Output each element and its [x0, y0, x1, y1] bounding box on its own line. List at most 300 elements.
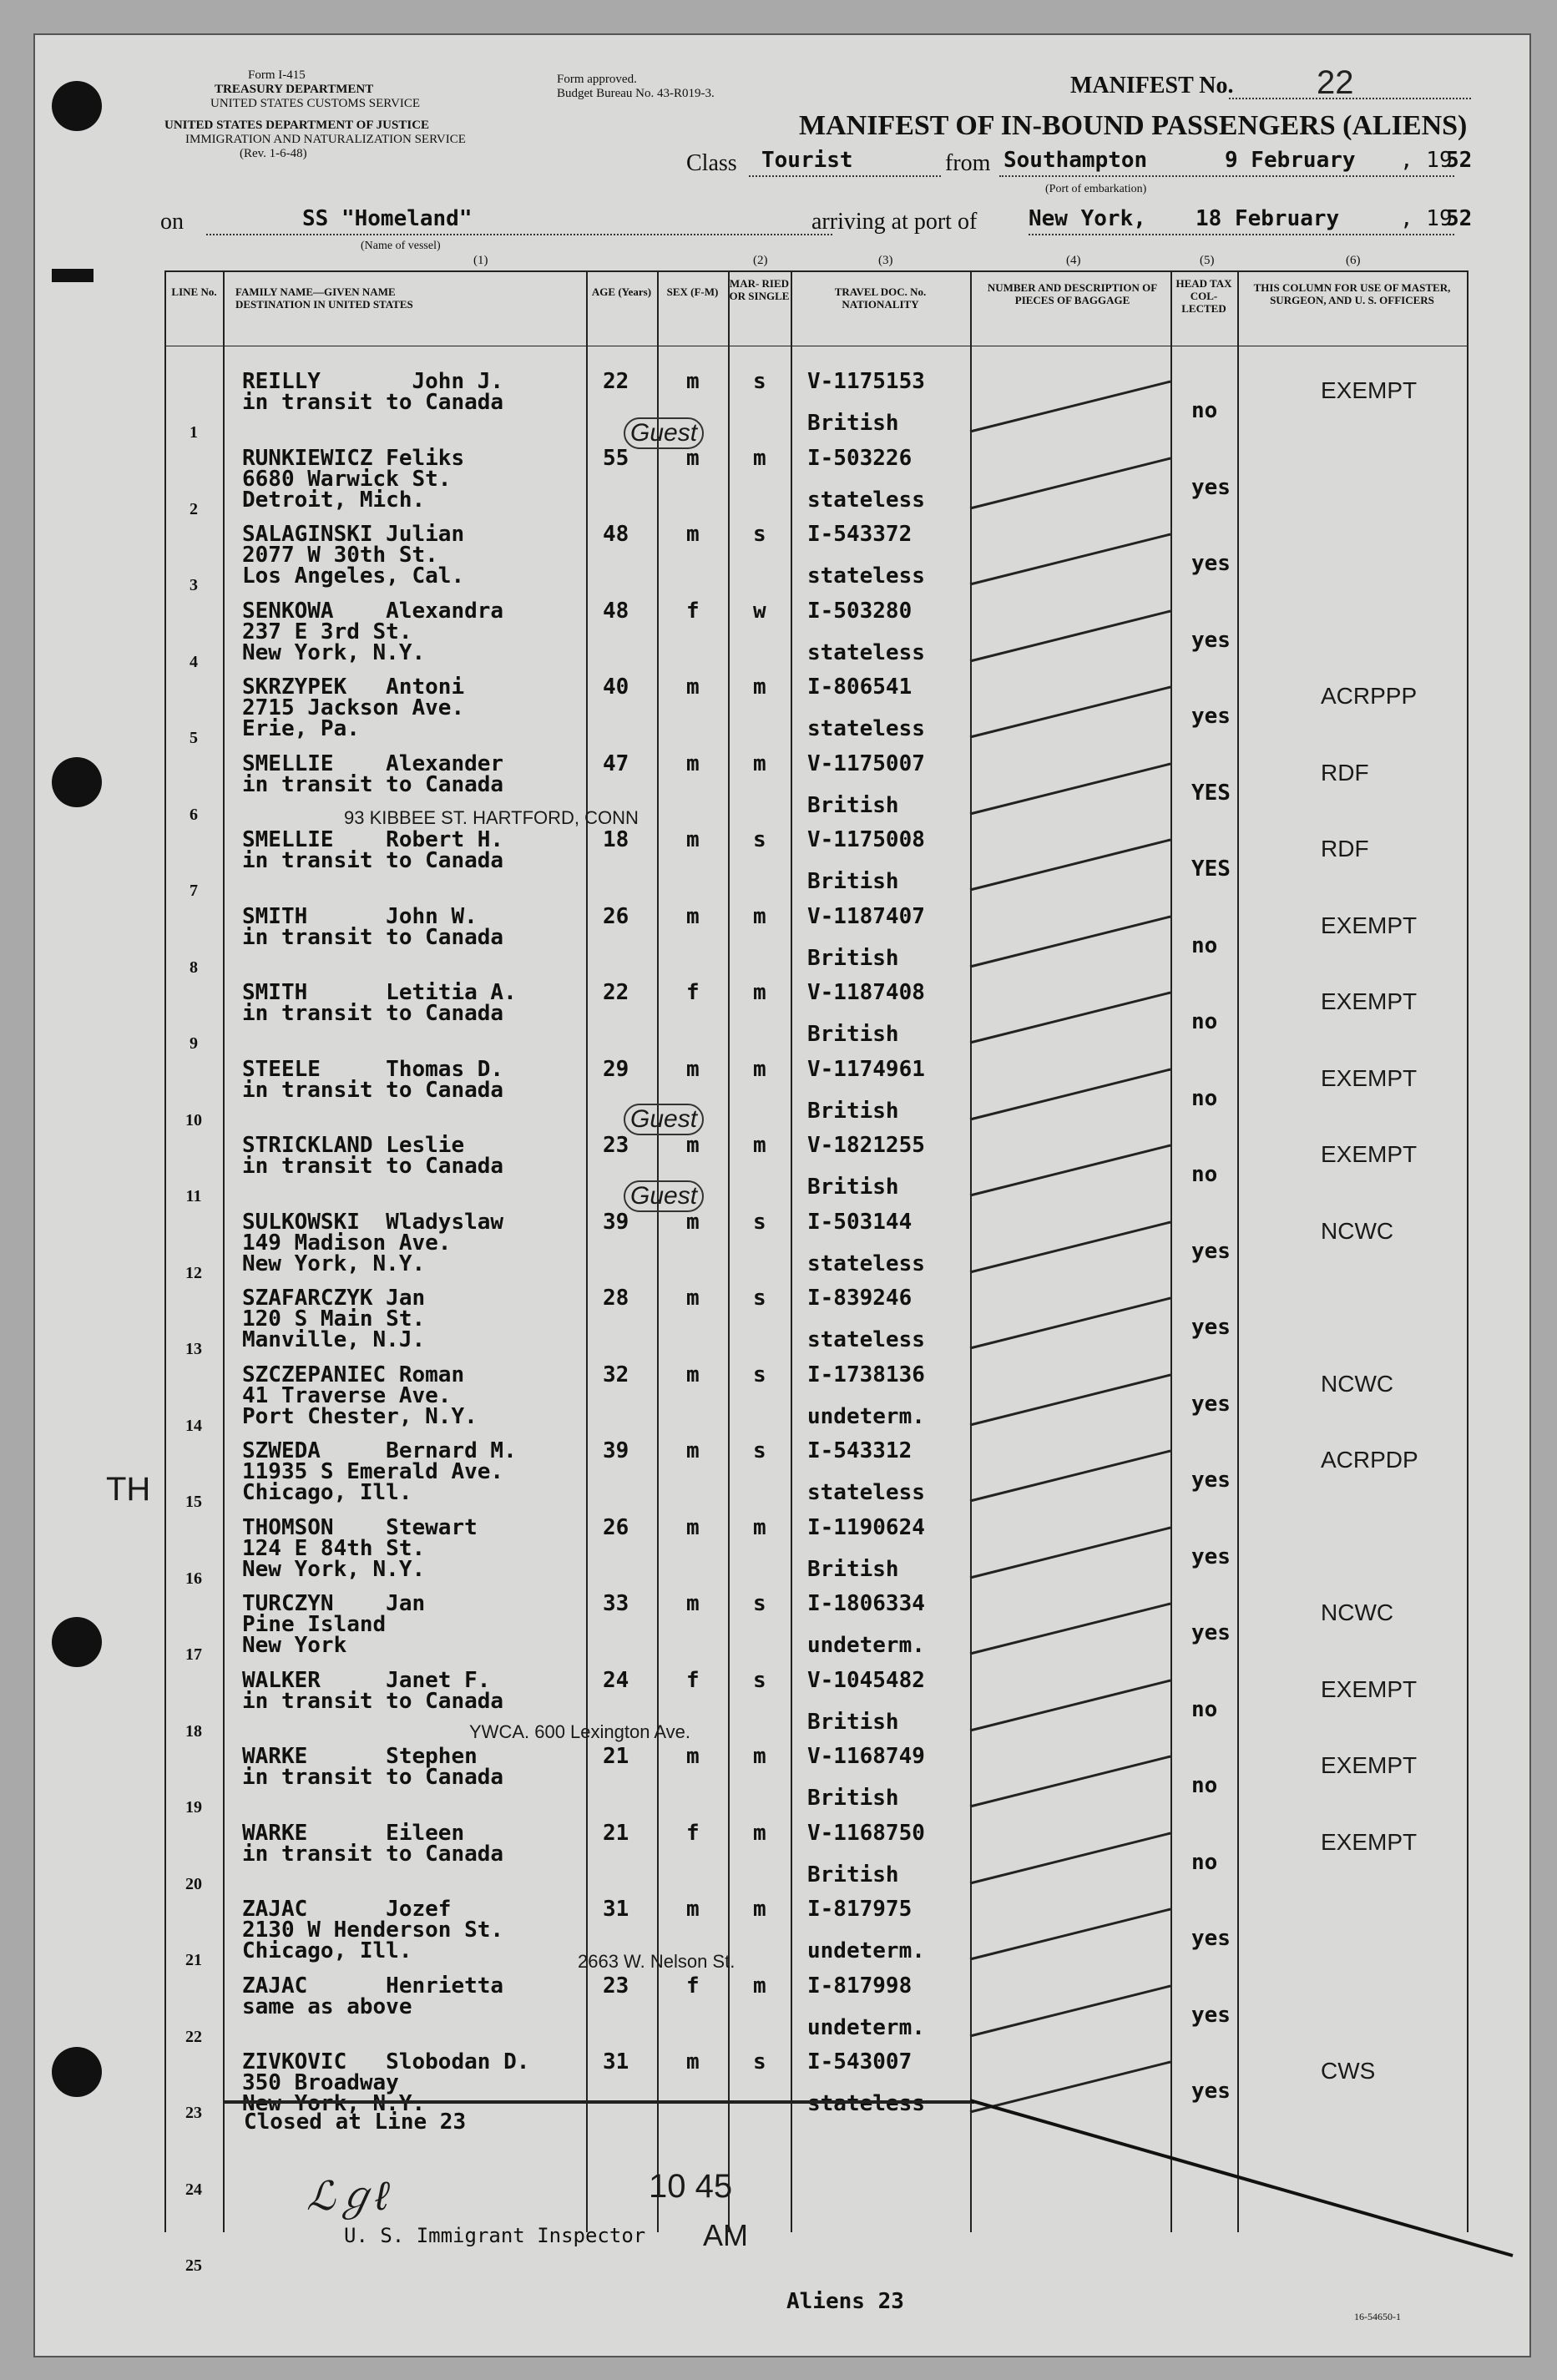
binder-hole-icon	[52, 2047, 102, 2097]
checkmark-stroke-icon	[962, 1137, 1179, 1204]
passenger-name: SKRZYPEK Antoni	[242, 675, 465, 700]
passenger-sex: m	[686, 445, 700, 471]
checkmark-stroke-icon	[962, 603, 1179, 670]
passenger-sex: m	[686, 2049, 700, 2074]
checkmark-stroke-icon	[962, 373, 1179, 440]
passenger-age: 48	[603, 522, 629, 547]
travel-doc-number: V-1187407	[807, 903, 925, 929]
officer-note: RDF	[1321, 759, 1369, 786]
checkmark-stroke-icon	[962, 679, 1179, 745]
signature-ampm: AM	[703, 2218, 748, 2252]
passenger-age: 26	[603, 903, 629, 929]
passenger-name: WARKE Stephen	[242, 1744, 478, 1769]
passenger-age: 48	[603, 598, 629, 624]
passenger-sex: f	[686, 980, 700, 1005]
handwritten-address-row18: YWCA. 600 Lexington Ave.	[469, 1721, 690, 1742]
from-underline	[999, 175, 1454, 177]
passenger-destination: 41 Traverse Ave.	[242, 1382, 452, 1408]
aliens-count: Aliens 23	[786, 2289, 904, 2314]
form-rev: (Rev. 1-6-48)	[240, 147, 307, 160]
passenger-name: SZCZEPANIEC Roman	[242, 1362, 465, 1387]
cancel-line-icon	[970, 2097, 1521, 2264]
head-tax: yes	[1191, 1926, 1231, 1951]
passenger-name: SALAGINSKI Julian	[242, 522, 465, 547]
passenger-name: WARKE Eileen	[242, 1820, 465, 1846]
from-label: from	[945, 150, 991, 176]
line-number: 2	[190, 499, 198, 518]
inspector-signature: ℒℊℓ	[306, 2175, 389, 2219]
nationality: stateless	[807, 2091, 925, 2116]
table-right	[1467, 270, 1469, 2232]
line-number: 14	[185, 1416, 202, 1435]
officer-note: ACRPDP	[1321, 1447, 1418, 1473]
head-tax: no	[1191, 1162, 1218, 1187]
passenger-destination: in transit to Canada	[242, 1765, 504, 1790]
head-tax: no	[1191, 1696, 1218, 1722]
col-header-age: AGE (Years)	[591, 285, 652, 298]
margin-initials: TH	[106, 1471, 151, 1508]
line-number: 7	[190, 882, 198, 900]
travel-doc-number: I-543372	[807, 522, 912, 547]
line-number: 25	[185, 2256, 202, 2275]
passenger-sex: m	[686, 1744, 700, 1769]
col-header-travel: TRAVEL DOC. No. NATIONALITY	[834, 285, 927, 311]
officer-note: RDF	[1321, 836, 1369, 862]
officer-note: ACRPPP	[1321, 683, 1418, 709]
passenger-age: 31	[603, 2049, 629, 2074]
passenger-destination-2: New York, N.Y.	[242, 2091, 426, 2116]
passenger-age: 32	[603, 1362, 629, 1387]
col-num-3: (3)	[878, 254, 893, 267]
passenger-name: SZWEDA Bernard M.	[242, 1438, 517, 1463]
col-header-sex: SEX (F-M)	[666, 285, 719, 298]
travel-doc-number: V-1175008	[807, 827, 925, 852]
passenger-marital: s	[753, 1667, 766, 1693]
head-tax: no	[1191, 932, 1218, 958]
line-number: 19	[185, 1798, 202, 1817]
passenger-name: SMELLIE Alexander	[242, 750, 504, 776]
passenger-destination: 350 Broadway	[242, 2070, 399, 2095]
vessel-underline	[206, 234, 832, 235]
passenger-marital: m	[753, 750, 766, 776]
passenger-marital: s	[753, 2049, 766, 2074]
passenger-sex: m	[686, 369, 700, 394]
line-number: 4	[190, 652, 198, 671]
passenger-name: SULKOWSKI Wladyslaw	[242, 1209, 504, 1235]
checkmark-stroke-icon	[962, 1595, 1179, 1662]
passenger-sex: f	[686, 598, 700, 624]
manifest-title: MANIFEST OF IN-BOUND PASSENGERS (ALIENS)	[799, 110, 1468, 141]
manifest-page	[33, 33, 1531, 2357]
nationality: British	[807, 1175, 899, 1200]
nationality: British	[807, 945, 899, 971]
col-divider-name	[586, 270, 588, 2232]
head-tax: yes	[1191, 2002, 1231, 2028]
officer-note: EXEMPT	[1321, 912, 1418, 938]
binder-mark-icon	[52, 269, 94, 282]
binder-hole-icon	[52, 1617, 102, 1667]
officer-note: EXEMPT	[1321, 988, 1418, 1014]
form-approved: Form approved.	[557, 73, 637, 86]
travel-doc-number: V-1045482	[807, 1667, 925, 1693]
budget-bureau: Budget Bureau No. 43-R019-3.	[557, 87, 715, 100]
head-tax: no	[1191, 1009, 1218, 1034]
travel-doc-number: V-1821255	[807, 1133, 925, 1158]
passenger-age: 23	[603, 1973, 629, 1998]
table-left	[164, 270, 166, 2232]
col-divider-line	[223, 270, 225, 2232]
travel-doc-number: I-543312	[807, 1438, 912, 1463]
travel-doc-number: I-817998	[807, 1973, 912, 1998]
checkmark-stroke-icon	[962, 1061, 1179, 1128]
travel-doc-number: I-503280	[807, 598, 912, 624]
checkmark-stroke-icon	[962, 526, 1179, 593]
col-divider-sex	[728, 270, 730, 2232]
dept-treasury: TREASURY DEPARTMENT	[215, 83, 374, 96]
passenger-name: STEELE Thomas D.	[242, 1056, 504, 1082]
checkmark-stroke-icon	[962, 1672, 1179, 1739]
passenger-marital: m	[753, 675, 766, 700]
passenger-name: WALKER Janet F.	[242, 1667, 491, 1693]
officer-note: NCWC	[1321, 1370, 1394, 1397]
passenger-name: SMELLIE Robert H.	[242, 827, 504, 852]
checkmark-stroke-icon	[962, 1519, 1179, 1586]
checkmark-stroke-icon	[962, 831, 1179, 898]
passenger-sex: m	[686, 903, 700, 929]
passenger-sex: m	[686, 750, 700, 776]
passenger-destination: in transit to Canada	[242, 1077, 504, 1103]
departure-date: 9 February	[1225, 148, 1356, 173]
passenger-marital: m	[753, 1744, 766, 1769]
line-number: 15	[185, 1493, 202, 1511]
checkmark-stroke-icon	[962, 908, 1179, 975]
passenger-age: 22	[603, 980, 629, 1005]
passenger-destination: 2077 W 30th St.	[242, 543, 438, 568]
passenger-name: TURCZYN Jan	[242, 1591, 426, 1616]
passenger-marital: m	[753, 1056, 766, 1082]
nationality: stateless	[807, 563, 925, 589]
nationality: undeterm.	[807, 1403, 925, 1429]
line-number: 9	[190, 1034, 198, 1053]
manifest-no-label: MANIFEST No.	[1070, 73, 1234, 99]
officer-note: EXEMPT	[1321, 1141, 1418, 1167]
passenger-marital: m	[753, 1514, 766, 1540]
passenger-marital: m	[753, 980, 766, 1005]
head-tax: yes	[1191, 1468, 1231, 1493]
passenger-age: 24	[603, 1667, 629, 1693]
passenger-sex: m	[686, 1362, 700, 1387]
passenger-sex: f	[686, 1973, 700, 1998]
dept-ins: IMMIGRATION AND NATURALIZATION SERVICE	[185, 133, 466, 146]
line-number: 23	[185, 2104, 202, 2122]
passenger-destination-2: New York	[242, 1633, 347, 1658]
class-underline	[749, 175, 941, 177]
col-num-2: (2)	[753, 254, 768, 267]
travel-doc-number: I-503226	[807, 445, 912, 471]
passenger-destination: in transit to Canada	[242, 771, 504, 797]
class-value: Tourist	[761, 148, 853, 173]
arriving-label: arriving at port of	[811, 209, 978, 235]
passenger-sex: m	[686, 1438, 700, 1463]
passenger-age: 21	[603, 1820, 629, 1846]
nationality: stateless	[807, 716, 925, 741]
passenger-name: THOMSON Stewart	[242, 1514, 478, 1540]
head-tax: yes	[1191, 2079, 1231, 2104]
passenger-age: 40	[603, 675, 629, 700]
passenger-marital: s	[753, 1591, 766, 1616]
binder-hole-icon	[52, 81, 102, 131]
nationality: British	[807, 411, 899, 436]
passenger-age: 26	[603, 1514, 629, 1540]
passenger-destination-2: Chicago, Ill.	[242, 1480, 412, 1505]
nationality: British	[807, 792, 899, 818]
passenger-destination: 6680 Warwick St.	[242, 466, 452, 492]
col-divider-age	[657, 270, 659, 2232]
passenger-destination-2: Detroit, Mich.	[242, 487, 426, 513]
passenger-marital: s	[753, 369, 766, 394]
year-prefix-1: , 19	[1400, 148, 1453, 173]
passenger-destination-2: Port Chester, N.Y.	[242, 1403, 478, 1429]
col-divider-tax	[1237, 270, 1239, 2232]
passenger-sex: m	[686, 1514, 700, 1540]
line-number: 3	[190, 576, 198, 594]
closed-at-line: Closed at Line 23	[244, 2110, 467, 2135]
head-tax: yes	[1191, 1315, 1231, 1340]
col-header-married: MAR- RIED OR SINGLE	[729, 277, 790, 302]
travel-doc-number: V-1187408	[807, 980, 925, 1005]
nationality: stateless	[807, 487, 925, 513]
manifest-no-value: 22	[1317, 64, 1354, 101]
passenger-sex: m	[686, 522, 700, 547]
passenger-destination-2: Erie, Pa.	[242, 716, 360, 741]
passenger-destination: in transit to Canada	[242, 1841, 504, 1867]
line-number: 24	[185, 2180, 202, 2199]
head-tax: yes	[1191, 551, 1231, 576]
line-number: 8	[190, 958, 198, 977]
footer-code: 16-54650-1	[1354, 2311, 1401, 2322]
passenger-name: SMITH John W.	[242, 903, 478, 929]
passenger-marital: s	[753, 1362, 766, 1387]
nationality: stateless	[807, 639, 925, 665]
head-tax: no	[1191, 398, 1218, 423]
passenger-sex: m	[686, 1591, 700, 1616]
passenger-marital: m	[753, 1897, 766, 1922]
nationality: British	[807, 1022, 899, 1047]
nationality: British	[807, 1862, 899, 1887]
passenger-marital: s	[753, 1286, 766, 1311]
checkmark-stroke-icon	[962, 1214, 1179, 1281]
inspector-title: U. S. Immigrant Inspector	[344, 2224, 646, 2247]
passenger-destination-2: New York, N.Y.	[242, 1556, 426, 1582]
passenger-age: 55	[603, 445, 629, 471]
travel-doc-number: I-543007	[807, 2049, 912, 2074]
passenger-destination: in transit to Canada	[242, 390, 504, 415]
travel-doc-number: V-1174961	[807, 1056, 925, 1082]
officer-note: CWS	[1321, 2058, 1376, 2084]
travel-doc-number: V-1175153	[807, 369, 925, 394]
passenger-name: RUNKIEWICZ Feliks	[242, 445, 465, 471]
travel-doc-number: I-1806334	[807, 1591, 925, 1616]
head-tax: yes	[1191, 474, 1231, 500]
passenger-name: STRICKLAND Leslie	[242, 1133, 465, 1158]
nationality: British	[807, 869, 899, 894]
nationality: British	[807, 1709, 899, 1735]
line-number: 13	[185, 1340, 202, 1358]
table-top	[164, 270, 1467, 272]
officer-note: EXEMPT	[1321, 1828, 1418, 1855]
head-tax: yes	[1191, 1238, 1231, 1264]
form-number: Form I-415	[248, 68, 306, 82]
checkmark-stroke-icon	[962, 450, 1179, 517]
checkmark-stroke-icon	[962, 1367, 1179, 1433]
line-number: 10	[185, 1110, 202, 1129]
dept-justice: UNITED STATES DEPARTMENT OF JUSTICE	[164, 119, 430, 132]
travel-doc-number: I-817975	[807, 1897, 912, 1922]
nationality: British	[807, 1786, 899, 1811]
passenger-name: SZAFARCZYK Jan	[242, 1286, 426, 1311]
arrival-year: 52	[1446, 206, 1473, 231]
travel-doc-number: I-503144	[807, 1209, 912, 1235]
passenger-name: REILLY John J.	[242, 369, 504, 394]
arrival-underline	[1029, 234, 1454, 235]
checkmark-stroke-icon	[962, 1825, 1179, 1892]
checkmark-stroke-icon	[962, 1290, 1179, 1357]
arrival-port: New York,	[1029, 206, 1146, 231]
passenger-sex: m	[686, 1056, 700, 1082]
passenger-marital: w	[753, 598, 766, 624]
head-tax: yes	[1191, 1544, 1231, 1569]
nationality: stateless	[807, 1327, 925, 1352]
port-embark-label: (Port of embarkation)	[1045, 183, 1147, 195]
officer-note: EXEMPT	[1321, 1752, 1418, 1778]
passenger-sex: m	[686, 1897, 700, 1922]
travel-doc-number: V-1175007	[807, 750, 925, 776]
head-tax: no	[1191, 1773, 1218, 1798]
passenger-marital: s	[753, 827, 766, 852]
head-tax: no	[1191, 1085, 1218, 1111]
handwritten-address-row21: 2663 W. Nelson St.	[578, 1951, 736, 1972]
line-number: 11	[185, 1187, 202, 1205]
passenger-name: SENKOWA Alexandra	[242, 598, 504, 624]
departure-year: 52	[1446, 148, 1473, 173]
head-tax: YES	[1191, 856, 1231, 882]
checkmark-stroke-icon	[962, 755, 1179, 822]
line-number: 18	[185, 1721, 202, 1741]
checkmark-stroke-icon	[962, 1443, 1179, 1509]
head-tax: no	[1191, 1849, 1218, 1875]
on-label: on	[160, 209, 184, 235]
line-number: 22	[185, 2027, 202, 2046]
passenger-destination-2: Los Angeles, Cal.	[242, 563, 465, 589]
passenger-marital: s	[753, 1438, 766, 1463]
passenger-marital: m	[753, 1133, 766, 1158]
line-number: 12	[185, 1263, 202, 1282]
guest-stamp: Guest	[624, 1104, 704, 1135]
nationality: British	[807, 1098, 899, 1124]
closing-rule	[223, 2100, 974, 2104]
passenger-age: 28	[603, 1286, 629, 1311]
passenger-age: 47	[603, 750, 629, 776]
checkmark-stroke-icon	[962, 1978, 1179, 2044]
passenger-name: ZIVKOVIC Slobodan D.	[242, 2049, 530, 2074]
class-label: Class	[686, 150, 737, 176]
col-num-1: (1)	[473, 254, 488, 267]
passenger-destination: 120 S Main St.	[242, 1306, 426, 1331]
head-tax: yes	[1191, 627, 1231, 653]
passenger-age: 22	[603, 369, 629, 394]
travel-doc-number: I-1738136	[807, 1362, 925, 1387]
officer-note: EXEMPT	[1321, 1675, 1418, 1702]
col-num-5: (5)	[1200, 254, 1215, 267]
passenger-sex: m	[686, 1286, 700, 1311]
passenger-sex: m	[686, 1209, 700, 1235]
passenger-destination: Pine Island	[242, 1612, 387, 1637]
passenger-age: 31	[603, 1897, 629, 1922]
binder-hole-icon	[52, 757, 102, 807]
passenger-age: 39	[603, 1438, 629, 1463]
passenger-age: 21	[603, 1744, 629, 1769]
passenger-age: 39	[603, 1209, 629, 1235]
from-value: Southampton	[1003, 148, 1148, 173]
vessel-name-label: (Name of vessel)	[361, 240, 441, 252]
col-num-6: (6)	[1346, 254, 1361, 267]
passenger-destination-2: Manville, N.J.	[242, 1327, 426, 1352]
arrival-date: 18 February	[1196, 206, 1340, 231]
passenger-destination: 149 Madison Ave.	[242, 1230, 452, 1256]
officer-note: EXEMPT	[1321, 1064, 1418, 1091]
passenger-marital: m	[753, 445, 766, 471]
nationality: British	[807, 1556, 899, 1582]
head-tax: YES	[1191, 780, 1231, 806]
checkmark-stroke-icon	[962, 984, 1179, 1051]
travel-doc-number: I-806541	[807, 675, 912, 700]
passenger-destination-2: Chicago, Ill.	[242, 1938, 412, 1963]
line-number: 21	[185, 1951, 202, 1969]
passenger-sex: f	[686, 1820, 700, 1846]
line-number: 1	[190, 423, 198, 442]
checkmark-stroke-icon	[962, 1748, 1179, 1815]
handwritten-address-row6: 93 KIBBEE ST. HARTFORD, CONN	[344, 807, 639, 828]
col-header-officers: THIS COLUMN FOR USE OF MASTER, SURGEON, AND U. S. OFFICERS	[1253, 281, 1451, 306]
nationality: undeterm.	[807, 1633, 925, 1658]
checkmark-stroke-icon	[962, 1901, 1179, 1968]
head-tax: yes	[1191, 704, 1231, 729]
passenger-destination: in transit to Canada	[242, 924, 504, 950]
guest-stamp: Guest	[624, 417, 704, 449]
passenger-sex: m	[686, 827, 700, 852]
line-number: 20	[185, 1874, 202, 1893]
signature-time: 10 45	[649, 2168, 733, 2205]
guest-stamp: Guest	[624, 1180, 704, 1212]
passenger-name: ZAJAC Jozef	[242, 1897, 452, 1922]
line-number: 6	[190, 805, 198, 824]
passenger-destination: 124 E 84th St.	[242, 1535, 426, 1561]
passenger-destination: in transit to Canada	[242, 1001, 504, 1026]
passenger-name: ZAJAC Henrietta	[242, 1973, 504, 1998]
year-prefix-2: , 19	[1400, 206, 1453, 231]
nationality: stateless	[807, 1251, 925, 1276]
col-num-4: (4)	[1066, 254, 1081, 267]
passenger-destination-2: New York, N.Y.	[242, 1251, 426, 1276]
passenger-age: 23	[603, 1133, 629, 1158]
line-number: 5	[190, 729, 198, 747]
nationality: stateless	[807, 1480, 925, 1505]
passenger-marital: m	[753, 903, 766, 929]
line-number: 17	[185, 1645, 202, 1664]
passenger-age: 29	[603, 1056, 629, 1082]
passenger-destination: same as above	[242, 1993, 412, 2019]
passenger-destination-2: New York, N.Y.	[242, 639, 426, 665]
